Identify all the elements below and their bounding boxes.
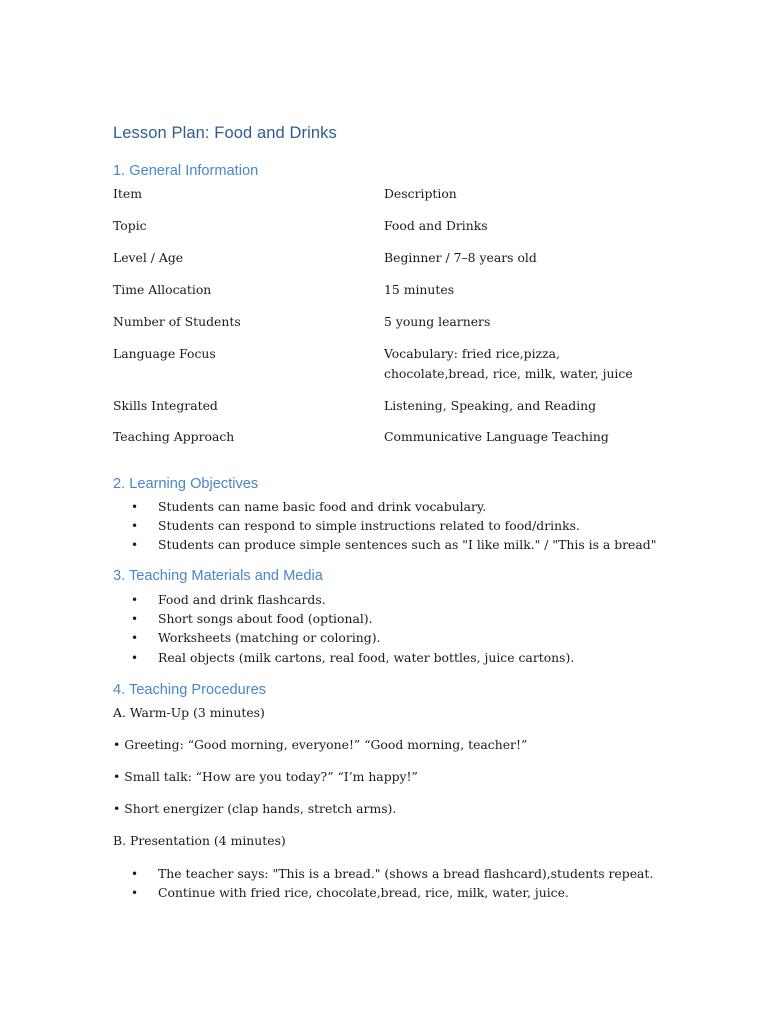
section-heading-teaching-procedures: 4. Teaching Procedures xyxy=(113,682,267,698)
list-item xyxy=(131,497,486,517)
list-item xyxy=(131,535,656,555)
table-cell-item: Topic xyxy=(113,218,147,233)
bullet-icon: • xyxy=(131,538,139,552)
table-cell-item: Skills Integrated xyxy=(113,398,218,413)
table-cell-description: 5 young learners xyxy=(384,314,491,329)
subsection-title-warm-up: A. Warm-Up (3 minutes) xyxy=(113,705,265,720)
table-cell-description: Vocabulary: fried rice,pizza, xyxy=(384,346,560,361)
table-header-description: Description xyxy=(384,186,457,201)
list-item xyxy=(131,628,380,648)
list-item-text: Short songs about food (optional). xyxy=(158,611,373,626)
warm-up-line: • Greeting: “Good morning, everyone!” “Good morning, teacher!” xyxy=(113,737,528,752)
section-heading-learning-objectives: 2. Learning Objectives xyxy=(113,476,259,492)
bullet-icon: • xyxy=(131,500,139,514)
list-item-text: Worksheets (matching or coloring). xyxy=(158,630,381,645)
table-cell-description: Communicative Language Teaching xyxy=(384,429,609,444)
section-heading-general-information: 1. General Information xyxy=(113,163,259,179)
document-title: Lesson Plan: Food and Drinks xyxy=(113,124,337,142)
table-cell-description: Beginner / 7–8 years old xyxy=(384,250,537,265)
list-item-text: Continue with fried rice, chocolate,bread, rice, milk, water, juice. xyxy=(158,885,569,900)
subsection-title-presentation: B. Presentation (4 minutes) xyxy=(113,833,286,848)
table-cell-item: Number of Students xyxy=(113,314,241,329)
bullet-icon: • xyxy=(131,651,139,665)
warm-up-line: • Small talk: “How are you today?” “I’m happy!” xyxy=(113,769,418,784)
bullet-icon: • xyxy=(131,867,139,881)
bullet-icon: • xyxy=(131,593,139,607)
warm-up-line: • Short energizer (clap hands, stretch arms). xyxy=(113,801,397,816)
table-cell-description: 15 minutes xyxy=(384,282,455,297)
table-cell-description: Listening, Speaking, and Reading xyxy=(384,398,597,413)
bullet-icon: • xyxy=(131,631,139,645)
table-cell-item: Language Focus xyxy=(113,346,216,361)
list-item-text: Students can produce simple sentences such as "I like milk." / "This is a bread" xyxy=(158,537,657,552)
list-item xyxy=(131,590,326,610)
list-item-text: Real objects (milk cartons, real food, water bottles, juice cartons). xyxy=(158,650,575,665)
table-cell-item: Time Allocation xyxy=(113,282,212,297)
bullet-icon: • xyxy=(131,612,139,626)
section-heading-teaching-materials: 3. Teaching Materials and Media xyxy=(113,568,323,584)
bullet-icon: • xyxy=(131,519,139,533)
list-item xyxy=(131,516,580,536)
list-item xyxy=(131,883,569,903)
table-cell-item: Teaching Approach xyxy=(113,429,235,444)
bullet-icon: • xyxy=(131,886,139,900)
table-cell-description: chocolate,bread, rice, milk, water, juice xyxy=(384,366,633,381)
table-cell-item: Level / Age xyxy=(113,250,184,265)
list-item-text: Students can name basic food and drink vocabulary. xyxy=(158,499,487,514)
table-cell-description: Food and Drinks xyxy=(384,218,488,233)
list-item xyxy=(131,648,574,668)
list-item-text: The teacher says: "This is a bread." (shows a bread flashcard),students repeat. xyxy=(158,866,654,881)
list-item xyxy=(131,864,653,884)
list-item xyxy=(131,609,373,629)
list-item-text: Students can respond to simple instructions related to food/drinks. xyxy=(158,518,580,533)
list-item-text: Food and drink flashcards. xyxy=(158,592,326,607)
table-header-item: Item xyxy=(113,186,142,201)
